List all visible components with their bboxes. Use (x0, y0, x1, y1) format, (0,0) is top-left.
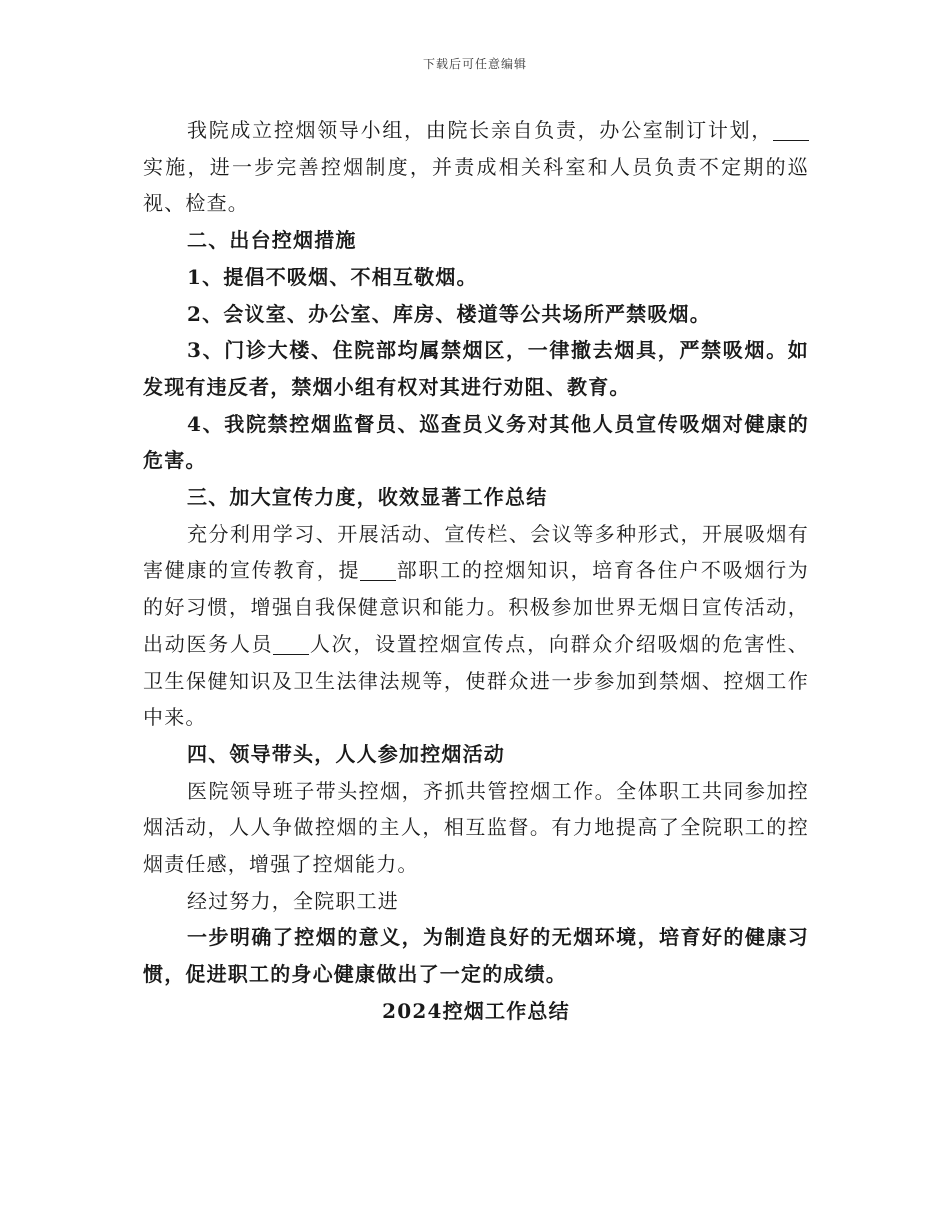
section-heading-measures: 二、出台控烟措施 (187, 228, 357, 253)
paragraph-publicity (143, 516, 809, 736)
fill-blank (273, 634, 309, 655)
text-segment: 人次，设置控烟宣传点，向群众介绍吸烟的危害性、卫生保健知识及卫生法律法规等，使群众进一步参加到禁烟、控烟工作中来。 (143, 631, 809, 730)
text-segment: 我院成立控烟领导小组，由院长亲自负责，办公室制订计划， (187, 118, 773, 142)
fill-blank (773, 120, 809, 141)
section-heading-publicity: 三、加大宣传力度，收效显著工作总结 (187, 485, 548, 510)
measure-item-1: 1、提倡不吸烟、不相互敬烟。 (187, 264, 478, 289)
paragraph-leadership-group (143, 112, 809, 222)
fill-blank (360, 560, 396, 581)
paragraph-leadership: 医院领导班子带头控烟，齐抓共管控烟工作。全体职工共同参加控烟活动，人人争做控烟的主人，相互监督。有力地提高了全院职工的控烟责任感，增强了控烟能力。 (143, 778, 809, 877)
page-header-note: 下载后可任意编辑 (422, 57, 527, 71)
text-segment: 充分利用学习、开展活动、宣传栏、会议等多种形式，开展吸烟有害健康的宣传教育，提 (143, 521, 809, 583)
text-segment: 部职工的控烟知识，培育各住户不吸烟行为的好习惯，增强自我保健意识和能力。积极参加世界无烟日宣传活动，出动医务人员 (143, 558, 810, 656)
measure-item-3: 3、门诊大楼、住院部均属禁烟区，一律撤去烟具，严禁吸烟。如发现有违反者，禁烟小组有权对其进行劝阻、教育。 (143, 338, 809, 399)
paragraph-effort: 经过努力，全院职工进 (187, 888, 399, 913)
document-body (143, 112, 809, 1030)
text-segment: 实施，进一步完善控烟制度，并责成相关科室和人员负责不定期的巡视、检查。 (143, 154, 809, 216)
measure-item-4: 4、我院禁控烟监督员、巡查员义务对其他人员宣传吸烟对健康的危害。 (143, 411, 809, 473)
section-heading-leadership: 四、领导带头，人人参加控烟活动 (187, 741, 505, 766)
measure-item-2: 2、会议室、办公室、库房、楼道等公共场所严禁吸烟。 (187, 301, 711, 326)
paragraph-achievement: 一步明确了控烟的意义，为制造良好的无烟环境，培育好的健康习惯，促进职工的身心健康做出了一定的成绩。 (143, 925, 809, 987)
document-title: 2024控烟工作总结 (382, 998, 570, 1023)
